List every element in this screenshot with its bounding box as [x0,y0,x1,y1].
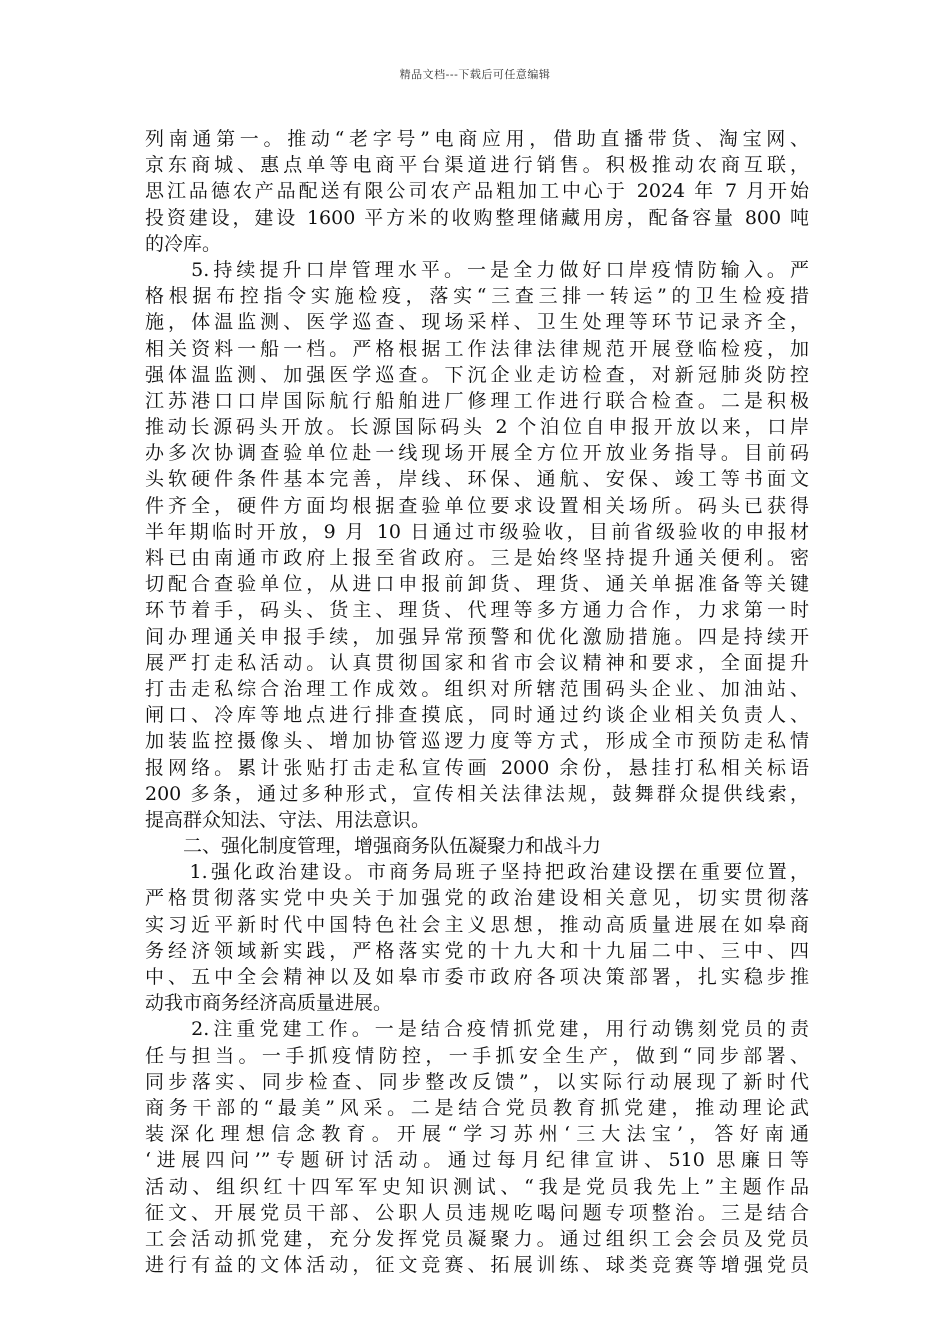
text-line: 200 多条，通过多种形式，宣传相关法律法规，鼓舞群众提供线索， [145,782,809,805]
text-line: 强体温监测、加强医学巡查。下沉企业走访检查，对新冠肺炎防控 [145,363,809,386]
text-line: 头软硬件条件基本完善，岸线、环保、通航、安保、竣工等书面文 [145,468,809,491]
text-line: 加装监控摄像头、增加协管巡逻力度等方式，形成全市预防走私情 [145,730,809,753]
text-line: 思江品德农产品配送有限公司农产品粗加工中心于 2024 年 7 月开始 [145,180,809,203]
text-line: 环节着手，码头、货主、理货、代理等多方通力合作，力求第一时 [145,599,809,622]
text-line: 投资建设，建设 1600 平方米的收购整理储藏用房，配备容量 800 吨 [145,206,809,229]
text-line: 展严打走私活动。认真贯彻国家和省市会议精神和要求，全面提升 [145,651,809,674]
text-line: ‘进展四问’”专题研讨活动。通过每月纪律宣讲、510 思廉日等 [145,1149,809,1172]
text-line: 办多次协调查验单位赴一线现场开展全方位开放业务指导。目前码 [145,442,809,465]
text-line: 打击走私综合治理工作成效。组织对所辖范围码头企业、加油站、 [145,677,809,700]
text-line: 施，体温监测、医学巡查、现场采样、卫生处理等环节记录齐全， [145,311,809,334]
text-line: 二、强化制度管理，增强商务队伍凝聚力和战斗力 [145,835,602,858]
text-line: 活动、组织红十四军军史知识测试、“我是党员我先上”主题作品 [145,1175,809,1198]
text-line: 实习近平新时代中国特色社会主义思想，推动高质量进展在如皋商 [145,913,809,936]
text-line: 1.强化政治建设。市商务局班子坚持把政治建设摆在重要位置， [145,861,809,884]
text-line: 中、五中全会精神以及如皋市委市政府各项决策部署，扎实稳步推 [145,966,809,988]
text-line: 料已由南通市政府上报至省政府。三是始终坚持提升通关便利。密 [145,547,809,569]
text-line: 工会活动抓党建，充分发挥党员凝聚力。通过组织工会会员及党员 [145,1227,809,1250]
text-line: 相关资料一船一档。严格根据工作法律法律规范开展登临检疫，加 [145,337,809,360]
text-line: 闸口、冷库等地点进行排查摸底，同时通过约谈企业相关负责人、 [145,704,809,727]
text-line: 列南通第一。推动“老字号”电商应用，借助直播带货、淘宝网、 [145,128,809,150]
text-line: 任与担当。一手抓疫情防控，一手抓安全生产，做到“同步部署、 [145,1044,809,1067]
text-line: 征文、开展党员干部、公职人员违规吃喝问题专项整治。三是结合 [145,1201,809,1224]
text-line: 装深化理想信念教育。开展“学习苏州‘三大法宝’，答好南通 [145,1123,809,1146]
text-line: 半年期临时开放，9 月 10 日通过市级验收，目前省级验收的申报材 [145,520,809,543]
text-line: 件齐全，硬件方面均根据查验单位要求设置相关场所。码头已获得 [145,494,809,517]
text-line: 报网络。累计张贴打击走私宣传画 2000 余份，悬挂打私相关标语 [145,756,809,779]
text-line: 进行有益的文体活动，征文竞赛、拓展训练、球类竞赛等增强党员 [145,1254,809,1277]
text-line: 商务干部的“最美”风采。二是结合党员教育抓党建，推动理论武 [145,1096,809,1119]
text-line: 同步落实、同步检查、同步整改反馈”，以实际行动展现了新时代 [145,1070,809,1093]
page-header: 精品文档---下载后可任意编辑 [399,68,551,81]
text-line: 动我市商务经济高质量进展。 [145,992,393,1015]
text-line: 间办理通关申报手续，加强异常预警和优化激励措施。四是持续开 [145,625,809,648]
text-line: 5.持续提升口岸管理水平。一是全力做好口岸疫情防输入。严 [145,258,809,281]
text-line: 格根据布控指令实施检疫，落实“三查三排一转运”的卫生检疫措 [145,285,809,308]
text-line: 切配合查验单位，从进口申报前卸货、理货、通关单据准备等关键 [145,573,809,596]
text-line: 务经济领域新实践，严格落实党的十九大和十九届二中、三中、四 [145,939,809,962]
document-body [145,126,809,1278]
text-line: 江苏港口口岸国际航行船舶进厂修理工作进行联合检查。二是积极 [145,389,809,412]
text-line: 提高群众知法、守法、用法意识。 [145,808,431,831]
text-line: 推动长源码头开放。长源国际码头 2 个泊位自申报开放以来，口岸 [145,416,809,439]
text-line: 严格贯彻落实党中央关于加强党的政治建设相关意见，切实贯彻落 [145,887,809,910]
text-line: 2.注重党建工作。一是结合疫情抓党建，用行动镌刻党员的责 [145,1018,809,1041]
text-line: 京东商城、惠点单等电商平台渠道进行销售。积极推动农商互联， [145,154,809,177]
text-line: 的冷库。 [145,232,222,255]
